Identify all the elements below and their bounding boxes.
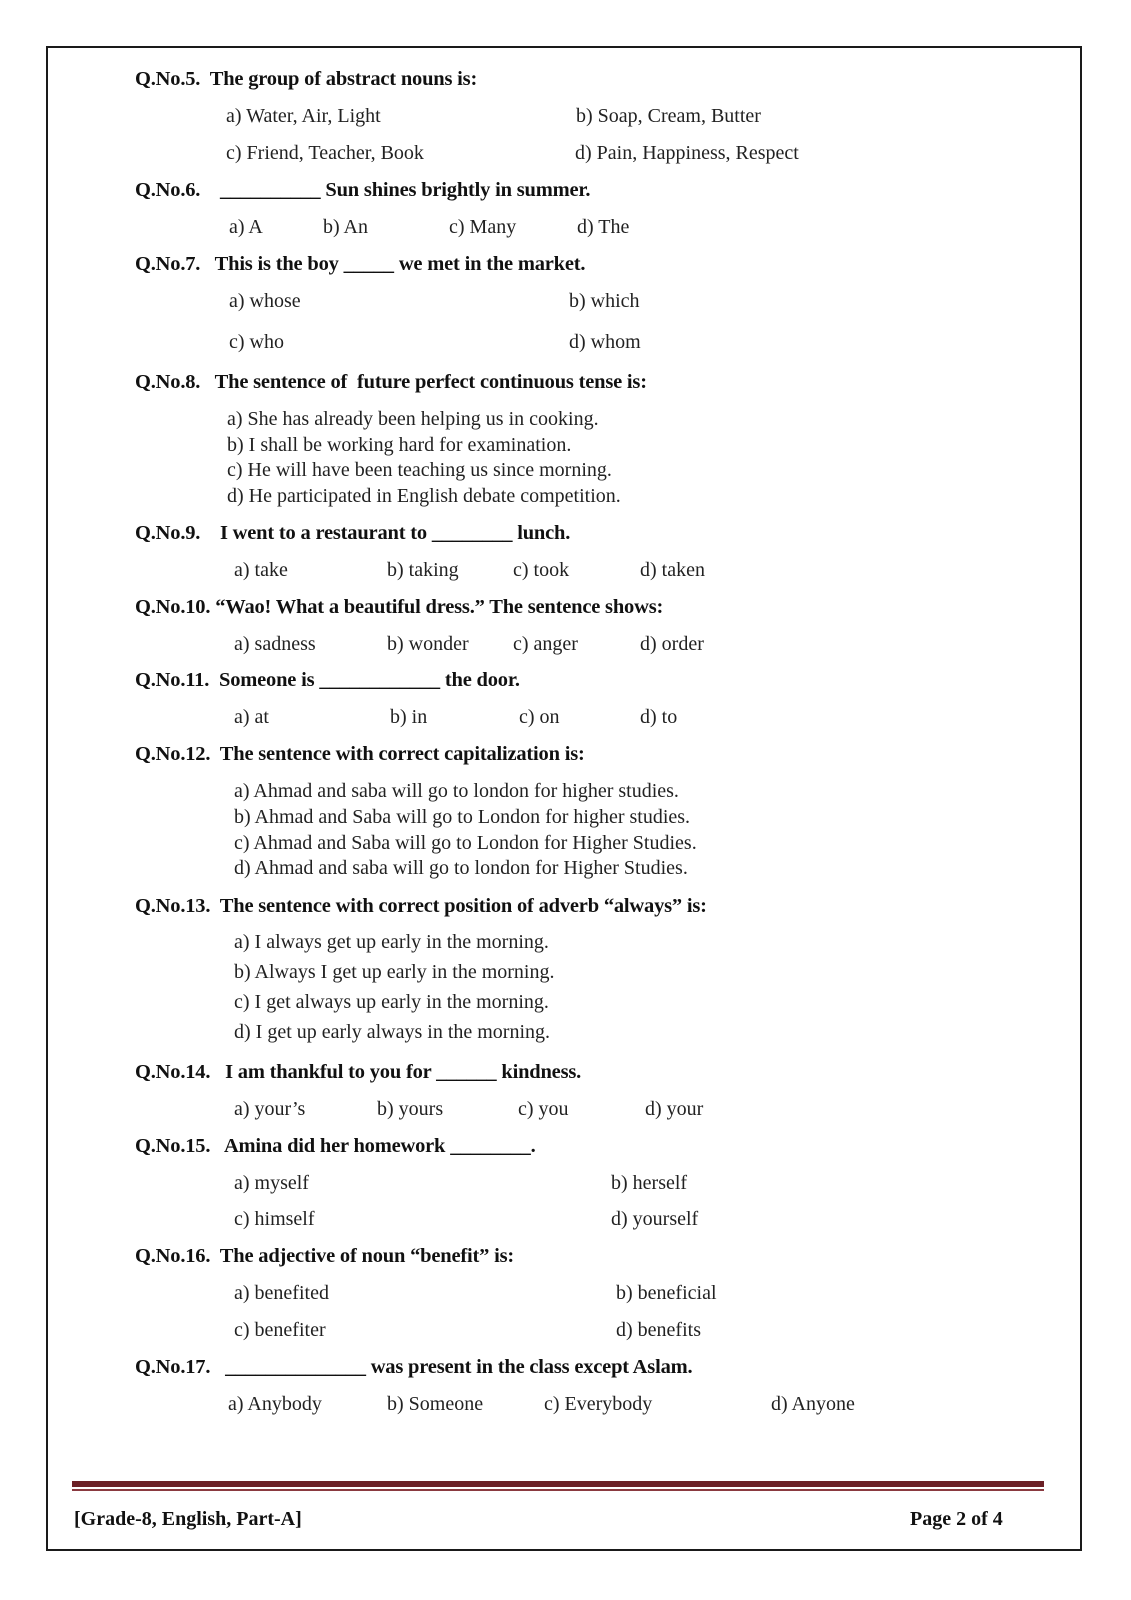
- option-d[interactable]: d) Ahmad and saba will go to london for Higher Studies.: [234, 857, 688, 879]
- option-b[interactable]: b) which: [569, 290, 640, 312]
- option-b[interactable]: b) Always I get up early in the morning.: [234, 961, 555, 983]
- option-c[interactable]: c) I get always up early in the morning.: [234, 991, 549, 1013]
- question-12: [135, 743, 585, 766]
- question-text: I went to a restaurant to: [219, 522, 427, 544]
- answer-blank: ________: [450, 1135, 531, 1157]
- question-text: Amina did her homework: [223, 1135, 446, 1157]
- option-a[interactable]: a) take: [234, 559, 288, 581]
- question-text-end: lunch.: [517, 522, 571, 544]
- option-a[interactable]: a) A: [229, 216, 263, 238]
- question-11: [135, 669, 520, 692]
- answer-blank: __________: [219, 179, 321, 201]
- option-a[interactable]: a) myself: [234, 1172, 309, 1194]
- question-text: Someone is: [219, 669, 315, 691]
- question-number: Q.No.7.: [135, 253, 201, 275]
- option-b[interactable]: b) Soap, Cream, Butter: [576, 105, 761, 127]
- question-text: was present in the class except Aslam.: [370, 1356, 693, 1378]
- question-text-end: .: [530, 1135, 536, 1157]
- option-d[interactable]: d) Anyone: [771, 1393, 855, 1415]
- option-d[interactable]: d) He participated in English debate competition.: [227, 485, 621, 507]
- option-d[interactable]: d) The: [577, 216, 630, 238]
- option-b[interactable]: b) wonder: [387, 633, 469, 655]
- question-number: Q.No.17.: [135, 1356, 211, 1378]
- option-a[interactable]: a) Ahmad and saba will go to london for higher studies.: [234, 780, 679, 802]
- option-c[interactable]: c) who: [229, 331, 284, 353]
- question-text: The group of abstract nouns is:: [209, 68, 478, 90]
- question-number: Q.No.6.: [135, 179, 201, 201]
- question-7: [135, 253, 585, 276]
- option-c[interactable]: c) benefiter: [234, 1319, 326, 1341]
- answer-blank: ________: [431, 522, 513, 544]
- option-a[interactable]: a) whose: [229, 290, 301, 312]
- option-c[interactable]: c) you: [518, 1098, 569, 1120]
- question-number: Q.No.9.: [135, 522, 201, 544]
- option-a[interactable]: a) She has already been helping us in cooking.: [227, 408, 599, 430]
- footer-divider-thin: [72, 1489, 1044, 1491]
- footer-exam-label: [Grade-8, English, Part-A]: [74, 1508, 302, 1530]
- question-number: Q.No.10.: [135, 596, 211, 618]
- question-number: Q.No.8.: [135, 371, 201, 393]
- question-16: [135, 1245, 514, 1268]
- option-a[interactable]: a) your’s: [234, 1098, 306, 1120]
- question-6: [135, 179, 590, 202]
- question-text-end: the door.: [444, 669, 520, 691]
- question-text: The sentence of future perfect continuous tense is:: [214, 371, 647, 393]
- question-number: Q.No.12.: [135, 743, 211, 765]
- answer-blank: ______: [436, 1061, 497, 1083]
- question-5: [135, 68, 477, 91]
- option-c[interactable]: c) himself: [234, 1208, 315, 1230]
- question-text-end: we met in the market.: [398, 253, 586, 275]
- question-9: [135, 522, 570, 545]
- option-b[interactable]: b) herself: [611, 1172, 688, 1194]
- question-text-end: kindness.: [501, 1061, 582, 1083]
- option-b[interactable]: b) I shall be working hard for examination.: [227, 434, 572, 456]
- question-number: Q.No.14.: [135, 1061, 211, 1083]
- option-b[interactable]: b) in: [390, 706, 428, 728]
- option-b[interactable]: b) beneficial: [616, 1282, 717, 1304]
- option-c[interactable]: c) Ahmad and Saba will go to London for Higher Studies.: [234, 832, 697, 854]
- option-c[interactable]: c) Many: [449, 216, 517, 238]
- footer-divider: [72, 1481, 1044, 1487]
- question-13: [135, 895, 707, 918]
- option-d[interactable]: d) order: [640, 633, 704, 655]
- option-d[interactable]: d) Pain, Happiness, Respect: [575, 142, 799, 164]
- question-text: This is the boy: [214, 253, 339, 275]
- option-d[interactable]: d) whom: [569, 331, 641, 353]
- option-d[interactable]: d) benefits: [616, 1319, 701, 1341]
- question-8: [135, 371, 647, 394]
- question-text: Sun shines brightly in summer.: [325, 179, 591, 201]
- option-c[interactable]: c) Everybody: [544, 1393, 653, 1415]
- option-b[interactable]: b) Someone: [387, 1393, 484, 1415]
- question-number: Q.No.11.: [135, 669, 210, 691]
- option-c[interactable]: c) on: [519, 706, 560, 728]
- question-text: I am thankful to you for: [225, 1061, 432, 1083]
- answer-blank: ______________: [225, 1356, 366, 1378]
- option-d[interactable]: d) taken: [640, 559, 705, 581]
- option-a[interactable]: a) at: [234, 706, 269, 728]
- question-15: [135, 1135, 536, 1158]
- question-number: Q.No.16.: [135, 1245, 211, 1267]
- question-text: “Wao! What a beautiful dress.” The sentence shows:: [215, 596, 664, 618]
- footer-page-number: Page 2 of 4: [910, 1508, 1003, 1530]
- option-a[interactable]: a) Water, Air, Light: [226, 105, 381, 127]
- option-c[interactable]: c) He will have been teaching us since morning.: [227, 459, 612, 481]
- option-a[interactable]: a) Anybody: [228, 1393, 322, 1415]
- option-b[interactable]: b) yours: [377, 1098, 444, 1120]
- answer-blank: _____: [343, 253, 394, 275]
- option-d[interactable]: d) yourself: [611, 1208, 699, 1230]
- option-a[interactable]: a) benefited: [234, 1282, 329, 1304]
- question-text: The sentence with correct position of adverb “always” is:: [219, 895, 707, 917]
- option-d[interactable]: d) your: [645, 1098, 704, 1120]
- question-number: Q.No.15.: [135, 1135, 211, 1157]
- question-17: [135, 1356, 692, 1379]
- option-a[interactable]: a) sadness: [234, 633, 316, 655]
- answer-blank: ____________: [319, 669, 440, 691]
- option-d[interactable]: d) to: [640, 706, 678, 728]
- option-a[interactable]: a) I always get up early in the morning.: [234, 931, 549, 953]
- question-text: The adjective of noun “benefit” is:: [219, 1245, 514, 1267]
- question-number: Q.No.13.: [135, 895, 211, 917]
- option-c[interactable]: c) anger: [513, 633, 578, 655]
- option-c[interactable]: c) Friend, Teacher, Book: [226, 142, 424, 164]
- option-b[interactable]: b) An: [323, 216, 368, 238]
- question-14: [135, 1061, 581, 1084]
- option-b[interactable]: b) Ahmad and Saba will go to London for higher studies.: [234, 806, 691, 828]
- question-text: The sentence with correct capitalization is:: [219, 743, 585, 765]
- option-d[interactable]: d) I get up early always in the morning.: [234, 1021, 551, 1043]
- option-c[interactable]: c) took: [513, 559, 570, 581]
- option-b[interactable]: b) taking: [387, 559, 459, 581]
- question-10: [135, 596, 663, 619]
- question-number: Q.No.5.: [135, 68, 201, 90]
